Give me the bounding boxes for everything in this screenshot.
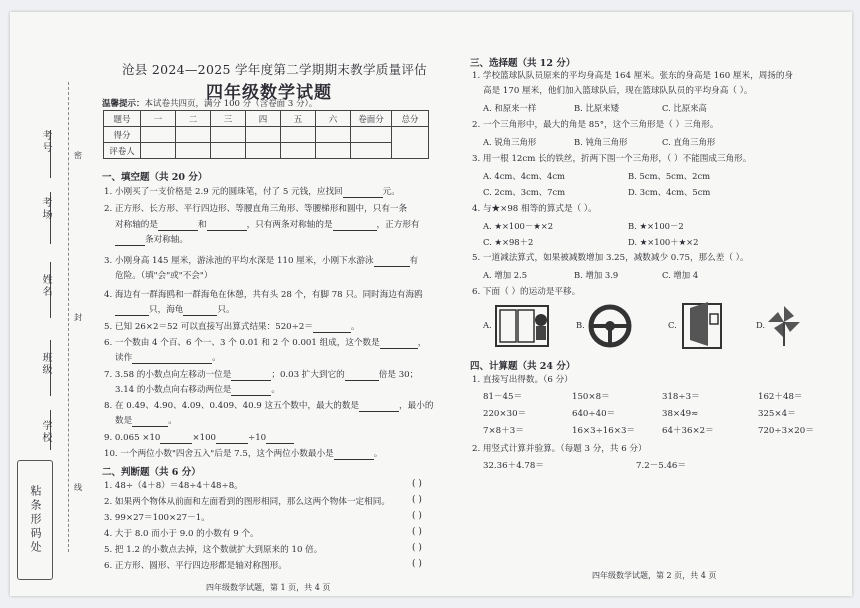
- calc-item: 38×49≈: [662, 409, 699, 419]
- judge-item-6: 6. 正方形、圆形、平行四边形都是轴对称图形。: [104, 561, 287, 571]
- calc-item: 162＋48＝: [758, 392, 803, 402]
- fill-question-9: [104, 432, 294, 444]
- fill-text: 危险。（填"会"或"不会"）: [115, 271, 213, 281]
- answer-paren[interactable]: ( ): [412, 511, 422, 521]
- score-header-cell: 卷面分: [351, 111, 392, 127]
- tip: [102, 97, 317, 109]
- choice-question-1-cont: 高是 170 厘米，他们加入篮球队后，现在篮球队队员的平均身高（ ）。: [483, 86, 753, 96]
- choice-option[interactable]: B. 增加 3.9: [574, 270, 619, 280]
- page-footer: 四年级数学试题，第 1 页，共 4 页: [206, 583, 331, 592]
- exam-title: 沧县 2024—2025 学年度第二学期期末教学质量评估: [122, 62, 427, 77]
- answer-blank[interactable]: [313, 322, 351, 333]
- grader-cell[interactable]: [176, 143, 211, 159]
- score-row-label: 评卷人: [104, 143, 141, 159]
- score-header-row: [104, 111, 429, 127]
- score-header-cell: 三: [211, 111, 246, 127]
- grader-cell[interactable]: [246, 143, 281, 159]
- fill-text: 。: [168, 416, 177, 426]
- score-header-cell: 五: [281, 111, 316, 127]
- field-school: 学校: [40, 420, 51, 444]
- answer-paren[interactable]: ( ): [412, 479, 422, 489]
- fill-question-7: [104, 369, 418, 381]
- fill-question-8-cont: [115, 415, 177, 427]
- fill-text: 。: [350, 322, 360, 332]
- judge-item-5: 5. 把 1.2 的小数点去掉，这个数就扩大到原来的 10 倍。: [104, 545, 323, 555]
- choice-option[interactable]: C. 增加 4: [662, 270, 699, 280]
- answer-blank[interactable]: [115, 235, 145, 246]
- choice-option[interactable]: C. 2cm、3cm、7cm: [483, 187, 566, 197]
- score-cell[interactable]: [316, 127, 351, 143]
- fill-question-1: [104, 186, 400, 198]
- choice-question-1: 1. 学校篮球队队员原来的平均身高是 164 厘米。张东的身高是 160 厘米，周扬的身: [472, 71, 794, 81]
- section-choice-title: 三、选择题（共 12 分）: [470, 58, 576, 69]
- field-exam-room: 考场: [40, 197, 51, 221]
- answer-paren[interactable]: ( ): [412, 559, 422, 569]
- fill-text: 和: [197, 220, 207, 230]
- fill-text: 4. 海边有一群海鸥和一群海龟在休憩，共有头 28 个，有脚 78 只。同时海边有海鸥: [104, 290, 423, 300]
- fill-text: 对称轴的是: [115, 220, 158, 230]
- choice-option[interactable]: C.: [668, 320, 677, 330]
- choice-option[interactable]: A. 和原来一样: [483, 103, 537, 113]
- calc-item: 81－45＝: [483, 392, 523, 402]
- score-row: [104, 127, 429, 143]
- steering-wheel-image: [586, 304, 634, 348]
- judge-item-2: 2. 如果两个物体从前面和左面看到的图形相同，那么这两个物体一定相同。: [104, 497, 390, 507]
- choice-option[interactable]: A. ★×100－★×2: [483, 221, 554, 231]
- calc-item: 318÷3＝: [662, 392, 700, 402]
- answer-blank[interactable]: [132, 416, 168, 427]
- barcode-label: 粘条形码处: [29, 485, 42, 555]
- fill-text: 元。: [382, 187, 400, 197]
- field-name: 姓名: [40, 274, 51, 298]
- answer-paren[interactable]: ( ): [412, 527, 422, 537]
- score-cell[interactable]: [246, 127, 281, 143]
- choice-option[interactable]: A.: [483, 320, 492, 330]
- calc-intro: 1. 直接写出得数。（6 分）: [472, 375, 573, 385]
- seal-line: [68, 82, 69, 552]
- answer-paren[interactable]: ( ): [412, 543, 422, 553]
- choice-question-6: 6. 下面（ ）的运动是平移。: [472, 287, 581, 297]
- seal-char: 线: [74, 483, 82, 492]
- fill-question-2-end: [115, 234, 188, 246]
- score-cell[interactable]: [281, 127, 316, 143]
- score-row-label: 得分: [104, 127, 141, 143]
- score-header-cell: 一: [141, 111, 176, 127]
- fill-text: 9. 0.065 ×10: [104, 433, 161, 443]
- answer-blank[interactable]: [231, 370, 271, 381]
- choice-option[interactable]: B. ★×100－2: [628, 221, 684, 231]
- exam-sheet: [10, 12, 852, 596]
- calc-item: 640÷40＝: [572, 409, 616, 419]
- fill-question-5: [104, 321, 360, 333]
- tip-label: 温馨提示：: [102, 99, 145, 109]
- fill-question-3: [104, 255, 418, 267]
- fill-text: 倍是 30；: [378, 370, 419, 380]
- fill-text: ，: [417, 338, 427, 348]
- score-cell[interactable]: [176, 127, 211, 143]
- fill-question-8: [104, 400, 433, 412]
- calc-item: 150×8＝: [572, 392, 610, 402]
- section-judge-title: 二、判断题（共 6 分）: [102, 467, 201, 478]
- score-header-cell: 四: [246, 111, 281, 127]
- fill-text: ，只有两条对称轴的是: [246, 220, 333, 230]
- fill-question-4: [104, 289, 423, 301]
- calc-item: 720÷3×20＝: [758, 426, 814, 436]
- barcode-area: [17, 460, 53, 580]
- score-header-cell: 题号: [104, 111, 141, 127]
- answer-blank[interactable]: [115, 305, 149, 316]
- answer-blank[interactable]: [183, 305, 217, 316]
- answer-blank[interactable]: [158, 220, 198, 231]
- grader-cell[interactable]: [281, 143, 316, 159]
- judge-item-1: 1. 48÷（4＋8）＝48÷4＋48÷8。: [104, 481, 243, 491]
- page-1: [98, 12, 454, 596]
- choice-option[interactable]: D.: [756, 320, 766, 330]
- answer-blank[interactable]: [207, 220, 247, 231]
- fill-text: 3.14 的小数点向右移动两位是: [115, 385, 232, 395]
- page-2: [466, 12, 846, 596]
- fill-question-6: [104, 337, 426, 349]
- fill-question-6-cont: [115, 352, 221, 364]
- choice-question-4: 4. 与★×98 相等的算式是（ ）。: [472, 204, 597, 214]
- grader-row: [104, 143, 429, 159]
- page-footer: 四年级数学试题，第 2 页，共 4 页: [592, 571, 717, 580]
- fill-question-7-cont: [115, 384, 280, 396]
- calc-item: 16×3÷16×3＝: [572, 426, 636, 436]
- choice-option[interactable]: B. 钝角三角形: [574, 137, 628, 147]
- calc-item: 7×8＋3＝: [483, 426, 524, 436]
- choice-option[interactable]: C. 直角三角形: [662, 137, 716, 147]
- fill-question-10: [104, 448, 382, 460]
- choice-option[interactable]: A. 4cm、4cm、4cm: [483, 171, 566, 181]
- fill-text: 。: [212, 353, 221, 363]
- choice-option[interactable]: C. 比原来高: [662, 103, 707, 113]
- choice-question-3: 3. 用一根 12cm 长的铁丝，折两下围一个三角形，（ ）不能围成三角形。: [472, 154, 752, 164]
- fill-text: ÷10: [248, 433, 267, 443]
- exam-subtitle: 四年级数学试题: [206, 83, 332, 103]
- fill-question-3-cont: [115, 270, 212, 282]
- answer-blank[interactable]: [132, 353, 212, 364]
- score-cell[interactable]: [211, 127, 246, 143]
- fill-text: 2. 正方形、长方形、平行四边形、等腰直角三角形、等腰梯形和圆中，只有一条: [104, 204, 408, 214]
- fill-text: ，最小的: [399, 401, 434, 411]
- answer-blank[interactable]: [231, 385, 271, 396]
- fill-text: 只，海龟: [149, 305, 184, 315]
- fill-text: 。: [271, 385, 281, 395]
- field-class: 班级: [40, 352, 51, 376]
- fill-text: 6. 一个数由 4 个百、6 个一、3 个 0.01 和 2 个 0.001 组成，这个数是: [104, 338, 380, 348]
- answer-paren[interactable]: ( ): [412, 495, 422, 505]
- fill-text: 。: [373, 449, 383, 459]
- calc-item: 220×30＝: [483, 409, 527, 419]
- choice-question-2: 2. 一个三角形中，最大的角是 85°，这个三角形是（ ）三角形。: [472, 120, 719, 130]
- fill-text: 5. 已知 26×2＝52 可以直接写出算式结果：520÷2＝: [104, 322, 313, 332]
- fill-text: 读作: [115, 353, 133, 363]
- field-exam-number: 考号: [40, 130, 51, 154]
- calc-item: 325×4＝: [758, 409, 796, 419]
- vertical-calc-item: 7.2－5.46＝: [636, 461, 686, 471]
- fill-text: 8. 在 0.49、4.90、4.09、0.409、40.9 这五个数中，最大的数是: [104, 401, 360, 411]
- calc-item: 64＋36×2＝: [662, 426, 714, 436]
- choice-option[interactable]: A. 增加 2.5: [483, 270, 528, 280]
- answer-blank[interactable]: [216, 433, 248, 444]
- fill-text: 数是: [115, 416, 133, 426]
- grader-cell[interactable]: [211, 143, 246, 159]
- answer-blank[interactable]: [343, 187, 383, 198]
- answer-blank[interactable]: [359, 401, 399, 412]
- score-cell[interactable]: [392, 127, 429, 159]
- choice-option[interactable]: B. 5cm、5cm、2cm: [628, 171, 711, 181]
- answer-blank[interactable]: [374, 256, 410, 267]
- fill-text: ×100: [192, 433, 217, 443]
- score-cell[interactable]: [351, 127, 392, 143]
- answer-blank[interactable]: [345, 370, 379, 381]
- fill-question-2: [104, 203, 407, 215]
- score-header-cell: 六: [316, 111, 351, 127]
- section-calc-title: 四、计算题（共 24 分）: [470, 361, 576, 372]
- fill-text: 只。: [217, 305, 235, 315]
- fill-text: ；0.03 扩大到它的: [271, 370, 345, 380]
- fill-text: 1. 小刚买了一支价格是 2.9 元的圆珠笔，付了 5 元钱，应找回: [104, 187, 343, 197]
- sliding-window-image: [494, 304, 552, 348]
- seal-char: 封: [74, 313, 82, 322]
- judge-item-3: 3. 99×27＝100×27－1。: [104, 513, 210, 523]
- vertical-calc-intro: 2. 用竖式计算并验算。（每题 3 分，共 6 分）: [472, 444, 647, 454]
- score-cell[interactable]: [141, 127, 176, 143]
- answer-blank[interactable]: [334, 449, 374, 460]
- pinwheel-image: [766, 304, 802, 348]
- answer-blank[interactable]: [333, 220, 377, 231]
- fill-text: 条对称轴。: [145, 235, 188, 245]
- choice-option[interactable]: D. 3cm、4cm、5cm: [628, 187, 711, 197]
- score-header-cell: 总分: [392, 111, 429, 127]
- choice-option[interactable]: C. ★×98＋2: [483, 237, 534, 247]
- grader-cell[interactable]: [141, 143, 176, 159]
- score-table: [103, 110, 429, 159]
- fill-question-4-cont: [115, 304, 235, 316]
- tip-text: 本试卷共四页，满分 100 分（含卷面 3 分）。: [144, 99, 318, 109]
- seal-char: 密: [74, 151, 82, 160]
- answer-blank[interactable]: [160, 433, 192, 444]
- choice-option[interactable]: B. 比原来矮: [574, 103, 619, 113]
- vertical-calc-item: 32.36＋4.78＝: [483, 461, 544, 471]
- answer-blank[interactable]: [380, 338, 418, 349]
- fill-text: ，正方形有: [376, 220, 420, 230]
- fill-text: 有: [409, 256, 419, 266]
- answer-blank[interactable]: [266, 433, 294, 444]
- grader-cell[interactable]: [351, 143, 392, 159]
- choice-option[interactable]: D. ★×100＋★×2: [628, 237, 699, 247]
- choice-option[interactable]: B.: [576, 320, 585, 330]
- choice-question-5: 5. 一道减法算式，如果被减数增加 3.25，减数减少 0.75，那么差（ ）。: [472, 253, 749, 263]
- grader-cell[interactable]: [316, 143, 351, 159]
- section-fill-title: 一、填空题（共 20 分）: [102, 172, 208, 183]
- score-header-cell: 二: [176, 111, 211, 127]
- fill-question-2-cont: [115, 219, 420, 231]
- choice-option[interactable]: A. 锐角三角形: [483, 137, 537, 147]
- swinging-door-image: [680, 300, 726, 350]
- fill-text: 7. 3.58 的小数点向左移动一位是: [104, 370, 232, 380]
- judge-item-4: 4. 大于 8.0 而小于 9.0 的小数有 9 个。: [104, 529, 259, 539]
- fill-text: 3. 小刚身高 145 厘米，游泳池的平均水深是 110 厘米，小刚下水游泳: [104, 256, 374, 266]
- binding-strip: [10, 12, 98, 596]
- fill-text: 10. 一个两位小数"四舍五入"后是 7.5，这个两位小数最小是: [104, 449, 334, 459]
